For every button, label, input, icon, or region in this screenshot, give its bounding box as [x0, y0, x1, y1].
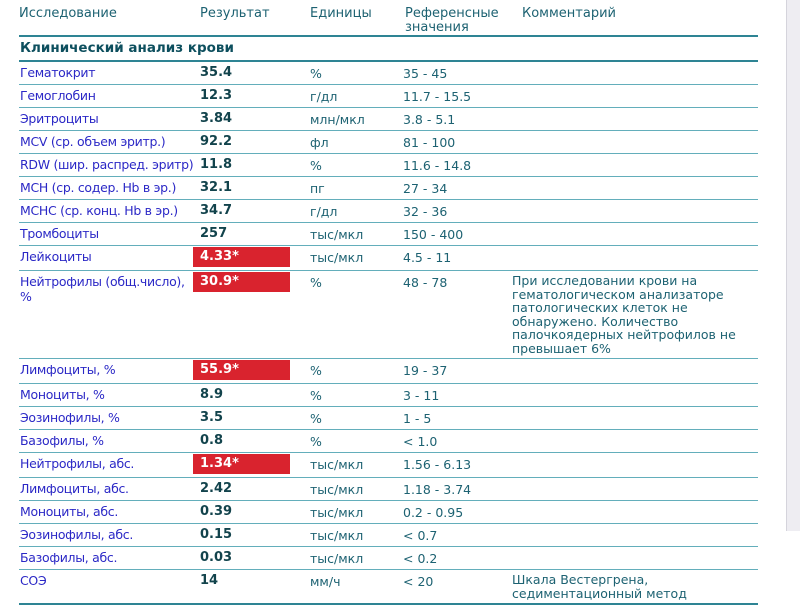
table-row [19, 154, 758, 177]
test-name: Базофилы, % [20, 433, 104, 448]
result-cell: 92.2 [200, 134, 233, 149]
table-body [19, 62, 758, 605]
result-cell: 0.15 [200, 527, 233, 542]
reference-range: < 0.7 [403, 528, 438, 543]
units: тыс/мкл [310, 528, 364, 543]
units: г/дл [310, 204, 338, 219]
table-row [19, 359, 758, 384]
test-name: Нейтрофилы, абс. [20, 456, 135, 471]
test-name: Лейкоциты [20, 249, 92, 264]
units: тыс/мкл [310, 505, 364, 520]
table-row [19, 524, 758, 547]
reference-range: 11.7 - 15.5 [403, 89, 472, 104]
result-cell: 0.03 [200, 550, 233, 565]
test-name: MCV (ср. объем эритр.) [20, 134, 166, 149]
test-name: Базофилы, абс. [20, 550, 118, 565]
units: млн/мкл [310, 112, 365, 127]
units: г/дл [310, 89, 338, 104]
reference-range: 32 - 36 [403, 204, 448, 219]
reference-range: 19 - 37 [403, 363, 448, 378]
units: пг [310, 181, 325, 196]
test-name: Моноциты, % [20, 387, 105, 402]
result-flag-abnormal: 30.9* [193, 272, 290, 292]
comment: При исследовании крови на гематологическом анализаторе патологических клеток не обнаружено. Количество палочкоядерных нейтрофилов не превышает 6% [512, 273, 736, 356]
result-cell: 3.84 [200, 111, 233, 126]
result-cell: 34.7 [200, 203, 233, 218]
units: тыс/мкл [310, 551, 364, 566]
result-cell [195, 362, 310, 380]
reference-range: 150 - 400 [403, 227, 464, 242]
table-row [19, 453, 758, 478]
result-cell [195, 456, 310, 474]
units: % [310, 388, 322, 403]
result-cell: 0.8 [200, 433, 224, 448]
reference-range: 35 - 45 [403, 66, 448, 81]
result-flag-abnormal: 1.34* [193, 454, 290, 474]
test-name: MCH (ср. содер. Hb в эр.) [20, 180, 177, 195]
reference-range: 3 - 11 [403, 388, 440, 403]
reference-range: 48 - 78 [403, 275, 448, 290]
reference-range: 81 - 100 [403, 135, 456, 150]
table-row [19, 547, 758, 570]
table-row [19, 108, 758, 131]
test-name: СОЭ [20, 573, 47, 588]
result-cell: 257 [200, 226, 228, 241]
result-cell: 11.8 [200, 157, 233, 172]
test-name: Эозинофилы, % [20, 410, 120, 425]
test-name: Эозинофилы, абс. [20, 527, 133, 542]
result-cell: 12.3 [200, 88, 233, 103]
test-name: RDW (шир. распред. эритр) [20, 157, 194, 172]
units: тыс/мкл [310, 250, 364, 265]
table-row [19, 271, 758, 359]
test-name: Лимфоциты, абс. [20, 481, 129, 496]
test-name: MCHC (ср. конц. Hb в эр.) [20, 203, 178, 218]
reference-range: 4.5 - 11 [403, 250, 452, 265]
table-row [19, 246, 758, 271]
test-name: Нейтрофилы (общ.число), % [20, 274, 185, 304]
units: тыс/мкл [310, 482, 364, 497]
column-header-comment: Комментарий [522, 6, 616, 21]
result-cell: 3.5 [200, 410, 224, 425]
units: тыс/мкл [310, 227, 364, 242]
table-row [19, 131, 758, 154]
reference-range: 3.8 - 5.1 [403, 112, 456, 127]
comment: Шкала Вестергрена, седиментационный метод [512, 572, 687, 601]
reference-range: < 20 [403, 574, 434, 589]
result-cell: 32.1 [200, 180, 233, 195]
table-row [19, 177, 758, 200]
reference-range: < 1.0 [403, 434, 438, 449]
page-edge-strip [786, 0, 800, 531]
reference-range: < 0.2 [403, 551, 438, 566]
table-row [19, 570, 758, 605]
units: % [310, 434, 322, 449]
table-row [19, 478, 758, 501]
test-name: Гемоглобин [20, 88, 96, 103]
table-row [19, 200, 758, 223]
table-row [19, 501, 758, 524]
reference-range: 1.56 - 6.13 [403, 457, 472, 472]
column-header-units: Единицы [310, 6, 372, 21]
units: тыс/мкл [310, 457, 364, 472]
table-row [19, 85, 758, 108]
result-cell: 0.39 [200, 504, 233, 519]
column-header-result: Результат [200, 6, 270, 21]
result-cell [195, 249, 310, 267]
reference-range: 11.6 - 14.8 [403, 158, 472, 173]
reference-range: 1 - 5 [403, 411, 432, 426]
section-header: Клинический анализ крови [19, 37, 758, 62]
lab-results-table [19, 0, 758, 605]
units: фл [310, 135, 329, 150]
result-flag-abnormal: 55.9* [193, 360, 290, 380]
column-header-test: Исследование [19, 6, 117, 21]
test-name: Эритроциты [20, 111, 99, 126]
units: % [310, 363, 322, 378]
reference-range: 27 - 34 [403, 181, 448, 196]
reference-range: 0.2 - 0.95 [403, 505, 464, 520]
units: мм/ч [310, 574, 341, 589]
units: % [310, 158, 322, 173]
result-cell [195, 274, 310, 292]
units: % [310, 411, 322, 426]
table-row [19, 384, 758, 407]
units: % [310, 275, 322, 290]
result-cell: 8.9 [200, 387, 224, 402]
table-row [19, 62, 758, 85]
table-header-row [19, 0, 758, 37]
table-row [19, 430, 758, 453]
test-name: Моноциты, абс. [20, 504, 118, 519]
result-cell: 14 [200, 573, 219, 588]
reference-range: 1.18 - 3.74 [403, 482, 472, 497]
test-name: Тромбоциты [20, 226, 99, 241]
test-name: Гематокрит [20, 65, 96, 80]
units: % [310, 66, 322, 81]
column-header-reference: Референсные значения [405, 6, 499, 35]
result-cell: 2.42 [200, 481, 233, 496]
result-cell: 35.4 [200, 65, 233, 80]
table-row [19, 223, 758, 246]
table-row [19, 407, 758, 430]
test-name: Лимфоциты, % [20, 362, 116, 377]
result-flag-abnormal: 4.33* [193, 247, 290, 267]
